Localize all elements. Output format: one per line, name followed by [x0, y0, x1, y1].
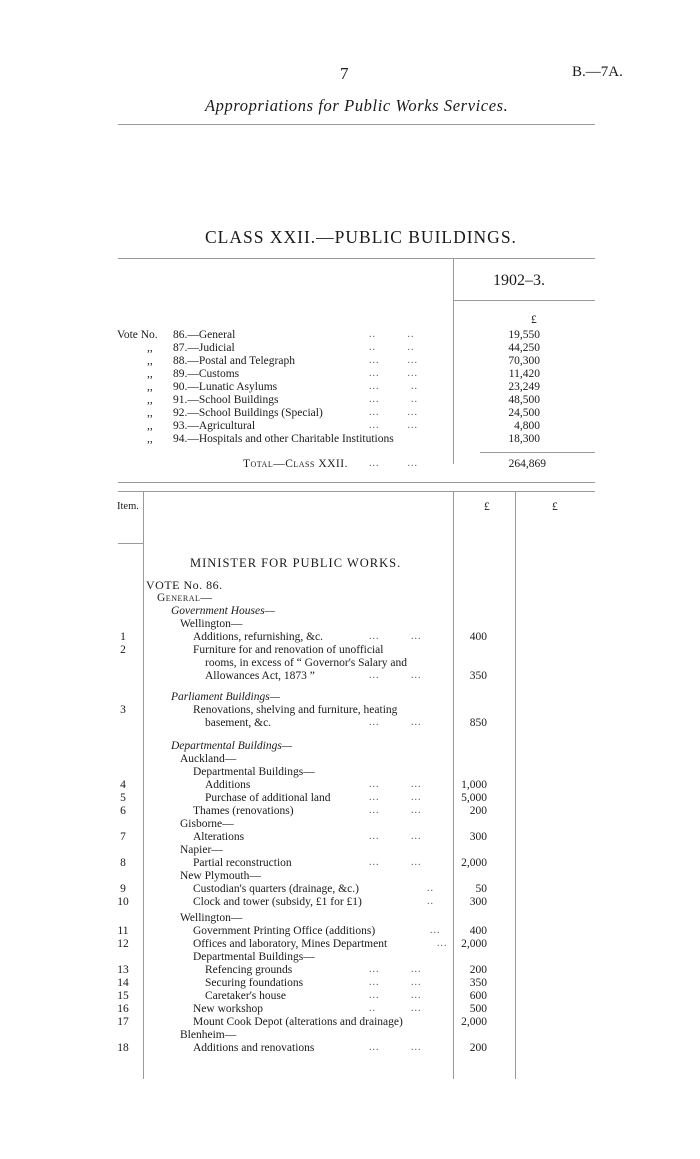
leader-dots: ... ...: [369, 670, 422, 681]
ditto-mark: ,,: [147, 420, 153, 432]
ditto-mark: ,,: [147, 355, 153, 367]
item-description: Thames (renovations): [193, 805, 294, 817]
item-description: Furniture for and renovation of unofficial: [193, 644, 384, 656]
item-description: Offices and laboratory, Mines Department: [193, 938, 388, 950]
ditto-mark: ,,: [147, 433, 153, 445]
summary-row-amount: 18,300: [508, 433, 540, 445]
document-reference: B.—7A.: [572, 64, 623, 80]
item-amount: 600: [469, 990, 487, 1002]
leader-dots: ... ...: [369, 717, 422, 728]
item-amount: 5,000: [461, 792, 487, 804]
item-amount: 200: [469, 805, 487, 817]
item-amount: 2,000: [461, 857, 487, 869]
parliament-buildings-heading: Parliament Buildings—: [171, 691, 280, 703]
summary-row-label: 92.—School Buildings (Special): [173, 407, 323, 419]
summary-top-rule: [118, 258, 595, 259]
summary-row-amount: 11,420: [508, 368, 540, 380]
leader-dots: ..: [427, 883, 434, 894]
leader-dots: ... ...: [369, 458, 418, 469]
item-amount: 400: [469, 631, 487, 643]
leader-dots: ... ...: [369, 420, 418, 431]
ditto-mark: ,,: [147, 342, 153, 354]
amount-currency: £: [484, 501, 490, 513]
wellington-heading: Wellington—: [180, 618, 243, 630]
ditto-mark: ,,: [147, 407, 153, 419]
leader-dots: ... ...: [369, 964, 422, 975]
summary-year-rule: [453, 300, 595, 301]
item-number: 15: [117, 990, 129, 1002]
item-description: New workshop: [193, 1003, 263, 1015]
blenheim-heading: Blenheim—: [180, 1029, 237, 1041]
leader-dots: ... ...: [369, 368, 418, 379]
minister-heading: MINISTER FOR PUBLIC WORKS.: [190, 556, 402, 570]
item-number: 7: [120, 831, 126, 843]
auckland-departmental-heading: Departmental Buildings—: [193, 766, 315, 778]
leader-dots: ... ..: [369, 381, 418, 392]
summary-row-amount: 19,550: [508, 329, 540, 341]
leader-dots: ... ...: [369, 355, 418, 366]
item-amount: 400: [469, 925, 487, 937]
detail-top-rule: [118, 491, 595, 492]
item-number: 4: [120, 779, 126, 791]
item-number: 2: [120, 644, 126, 656]
item-header-rule: [118, 543, 143, 544]
item-amount: 300: [469, 896, 487, 908]
summary-row-label: 89.—Customs: [173, 368, 240, 380]
item-description: Clock and tower (subsidy, £1 for £1): [193, 896, 362, 908]
item-description: Partial reconstruction: [193, 857, 292, 869]
leader-dots: ... ...: [369, 805, 422, 816]
item-number: 13: [117, 964, 129, 976]
napier-heading: Napier—: [180, 844, 223, 856]
summary-row-amount: 48,500: [508, 394, 540, 406]
item-column-rule: [143, 491, 144, 1079]
item-amount: 350: [469, 977, 487, 989]
item-amount: 50: [475, 883, 487, 895]
class-title: CLASS XXII.—PUBLIC BUILDINGS.: [205, 227, 517, 247]
item-description: Government Printing Office (additions): [193, 925, 376, 937]
leader-dots: .. ...: [369, 1003, 422, 1014]
page-number: 7: [340, 64, 349, 83]
item-number: 17: [117, 1016, 129, 1028]
summary-row-amount: 70,300: [508, 355, 540, 367]
item-amount: 300: [469, 831, 487, 843]
item-description: Custodian's quarters (drainage, &c.): [193, 883, 359, 895]
summary-row-label: 91.—School Buildings: [173, 394, 279, 406]
wellington-departmental-heading: Departmental Buildings—: [193, 951, 315, 963]
item-amount: 500: [469, 1003, 487, 1015]
item-description: Refencing grounds: [205, 964, 293, 976]
leader-dots: ... ...: [369, 1042, 422, 1053]
item-description: Additions, refurnishing, &c.: [193, 631, 323, 643]
summary-row-label: 88.—Postal and Telegraph: [173, 355, 295, 367]
gisborne-heading: Gisborne—: [180, 818, 234, 830]
item-number: 14: [117, 977, 129, 989]
auckland-heading: Auckland—: [180, 753, 237, 765]
new-plymouth-heading: New Plymouth—: [180, 870, 261, 882]
wellington-heading: Wellington—: [180, 912, 243, 924]
header-rule: [118, 124, 595, 125]
item-description: Additions and renovations: [193, 1042, 315, 1054]
summary-row-amount: 44,250: [508, 342, 540, 354]
item-amount: 350: [469, 670, 487, 682]
departmental-buildings-heading: Departmental Buildings—: [171, 740, 293, 752]
item-description: Securing foundations: [205, 977, 304, 989]
item-column-header: Item.: [117, 501, 139, 512]
vote-prefix: Vote No.: [117, 329, 158, 341]
leader-dots: ... ...: [369, 792, 422, 803]
item-amount: 850: [469, 717, 487, 729]
summary-row-label: 94.—Hospitals and other Charitable Institutions: [173, 433, 394, 445]
item-description-continued: Allowances Act, 1873 ”: [205, 670, 315, 682]
summary-year: 1902–3.: [493, 272, 545, 289]
vote-heading: VOTE No. 86.: [146, 578, 223, 592]
summary-row-amount: 4,800: [514, 420, 540, 432]
total-column-rule: [515, 491, 516, 1079]
ditto-mark: ,,: [147, 381, 153, 393]
leader-dots: ... ...: [369, 977, 422, 988]
item-number: 1: [120, 631, 126, 643]
item-number: 8: [120, 857, 126, 869]
item-number: 10: [117, 896, 129, 908]
item-number: 12: [117, 938, 129, 950]
summary-currency: £: [531, 314, 537, 326]
item-number: 3: [120, 704, 126, 716]
item-description-continued: rooms, in excess of “ Governor's Salary and: [205, 657, 407, 669]
leader-dots: ... ..: [369, 394, 418, 405]
leader-dots: ... ...: [369, 990, 422, 1001]
item-number: 9: [120, 883, 126, 895]
summary-total-label: Total—Class XXII.: [243, 458, 348, 470]
leader-dots: ... ...: [369, 831, 422, 842]
item-number: 16: [117, 1003, 129, 1015]
item-description: Additions: [205, 779, 251, 791]
government-houses-heading: Government Houses—: [171, 605, 275, 617]
leader-dots: ...: [430, 925, 441, 936]
item-amount: 1,000: [461, 779, 487, 791]
item-number: 6: [120, 805, 126, 817]
summary-row-amount: 24,500: [508, 407, 540, 419]
summary-total-rule: [480, 452, 595, 453]
item-number: 18: [117, 1042, 129, 1054]
summary-column-rule: [453, 258, 454, 464]
item-amount: 2,000: [461, 938, 487, 950]
summary-bottom-rule: [118, 482, 595, 483]
summary-row-label: 90.—Lunatic Asylums: [173, 381, 278, 393]
item-amount: 200: [469, 964, 487, 976]
summary-row-amount: 23,249: [508, 381, 540, 393]
leader-dots: ..: [427, 896, 434, 907]
leader-dots: ... ...: [369, 631, 422, 642]
leader-dots: ...: [437, 938, 448, 949]
leader-dots: ... ...: [369, 779, 422, 790]
item-description: Purchase of additional land: [205, 792, 331, 804]
page-subtitle: Appropriations for Public Works Services.: [205, 96, 509, 115]
summary-row-label: 93.—Agricultural: [173, 420, 256, 432]
item-description-continued: basement, &c.: [205, 717, 272, 729]
leader-dots: .. ..: [369, 329, 415, 340]
item-description: Caretaker's house: [205, 990, 286, 1002]
item-amount: 2,000: [461, 1016, 487, 1028]
item-amount: 200: [469, 1042, 487, 1054]
item-number: 11: [117, 925, 129, 937]
leader-dots: ... ...: [369, 407, 418, 418]
item-number: 5: [120, 792, 126, 804]
summary-total-amount: 264,869: [508, 458, 546, 470]
item-description: Mount Cook Depot (alterations and drainage): [193, 1016, 403, 1028]
ditto-mark: ,,: [147, 368, 153, 380]
summary-row-label: 86.—General: [173, 329, 236, 341]
ditto-mark: ,,: [147, 394, 153, 406]
item-description: Alterations: [193, 831, 245, 843]
summary-row-label: 87.—Judicial: [173, 342, 235, 354]
item-description: Renovations, shelving and furniture, heating: [193, 704, 398, 716]
total-currency: £: [552, 501, 558, 513]
leader-dots: ... ...: [369, 857, 422, 868]
leader-dots: .. ..: [369, 342, 415, 353]
general-heading: General—: [157, 592, 213, 604]
